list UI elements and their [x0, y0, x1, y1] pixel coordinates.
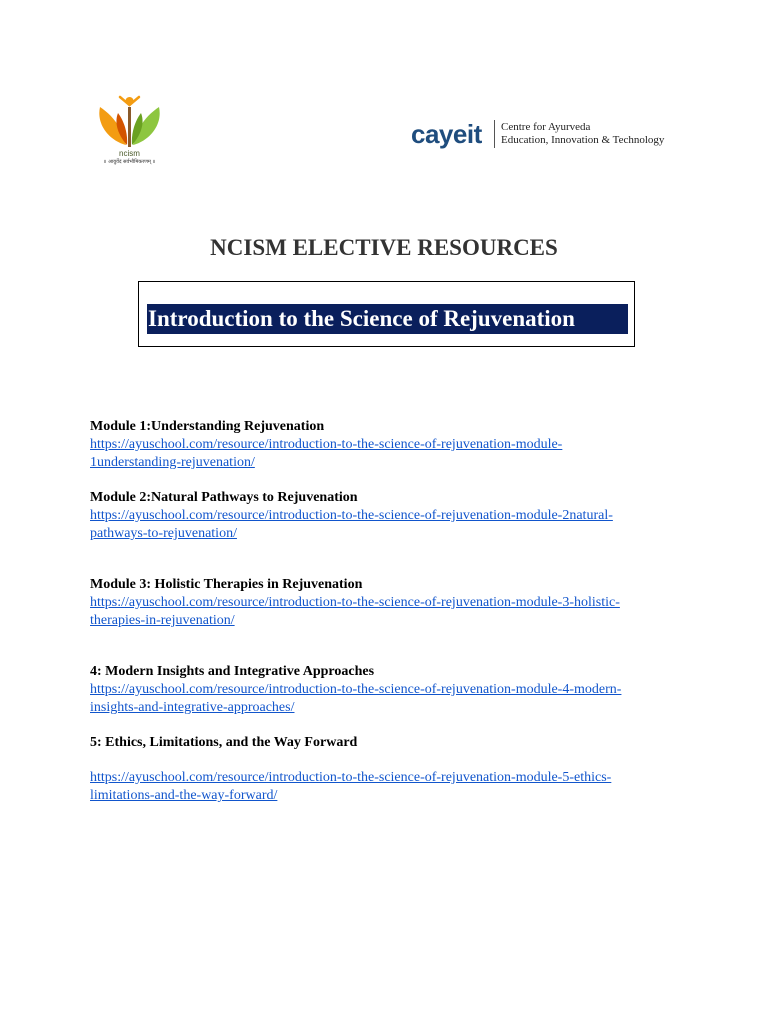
module-5-link-line-1[interactable]: https://ayuschool.com/resource/introduction-to-the-science-of-rejuvenation-module-5-ethics-	[90, 770, 612, 785]
module-4-link-line-2[interactable]: insights-and-integrative-approaches/	[90, 700, 295, 715]
course-title-box	[138, 281, 635, 347]
cayeit-logo	[411, 118, 663, 154]
module-4-link-line-1[interactable]: https://ayuschool.com/resource/introduction-to-the-science-of-rejuvenation-module-4-modern-	[90, 682, 622, 697]
module-5-link-line-2[interactable]: limitations-and-the-way-forward/	[90, 788, 278, 803]
cayeit-wordmark: cayeit	[411, 119, 482, 149]
module-1-link-line-2[interactable]: 1understanding-rejuvenation/	[90, 455, 255, 470]
module-3-link[interactable]	[90, 594, 670, 630]
course-title: Introduction to the Science of Rejuvenation	[148, 306, 575, 331]
cayeit-separator	[494, 120, 495, 148]
module-5-title: 5: Ethics, Limitations, and the Way Forward	[90, 735, 358, 750]
cayeit-tagline-1: Centre for Ayurveda	[501, 121, 591, 133]
page-heading: NCISM ELECTIVE RESOURCES	[210, 235, 558, 260]
ncism-leaf-icon	[90, 93, 169, 155]
module-2-link[interactable]	[90, 507, 670, 543]
module-1-link[interactable]	[90, 436, 670, 472]
ncism-motto: ॥ आयुर्वेदं सर्वभौमिकरणम् ॥	[103, 159, 156, 165]
module-3-link-line-2[interactable]: therapies-in-rejuvenation/	[90, 613, 235, 628]
module-2-link-line-2[interactable]: pathways-to-rejuvenation/	[90, 526, 237, 541]
module-1-title: Module 1:Understanding Rejuvenation	[90, 419, 325, 434]
cayeit-tagline-2: Education, Innovation & Technology	[501, 134, 665, 146]
module-5-link[interactable]	[90, 769, 670, 805]
module-4-link[interactable]	[90, 681, 670, 717]
ncism-logo	[90, 93, 169, 169]
module-4-title: 4: Modern Insights and Integrative Approaches	[90, 664, 375, 679]
module-2-title: Module 2:Natural Pathways to Rejuvenation	[90, 490, 358, 505]
module-3-link-line-1[interactable]: https://ayuschool.com/resource/introduction-to-the-science-of-rejuvenation-module-3-holistic-	[90, 595, 620, 610]
module-1-link-line-1[interactable]: https://ayuschool.com/resource/introduction-to-the-science-of-rejuvenation-module-	[90, 437, 563, 452]
module-3-title: Module 3: Holistic Therapies in Rejuvenation	[90, 577, 363, 592]
ncism-wordmark: ncism	[119, 149, 140, 158]
module-2-link-line-1[interactable]: https://ayuschool.com/resource/introduction-to-the-science-of-rejuvenation-module-2natural-	[90, 508, 613, 523]
